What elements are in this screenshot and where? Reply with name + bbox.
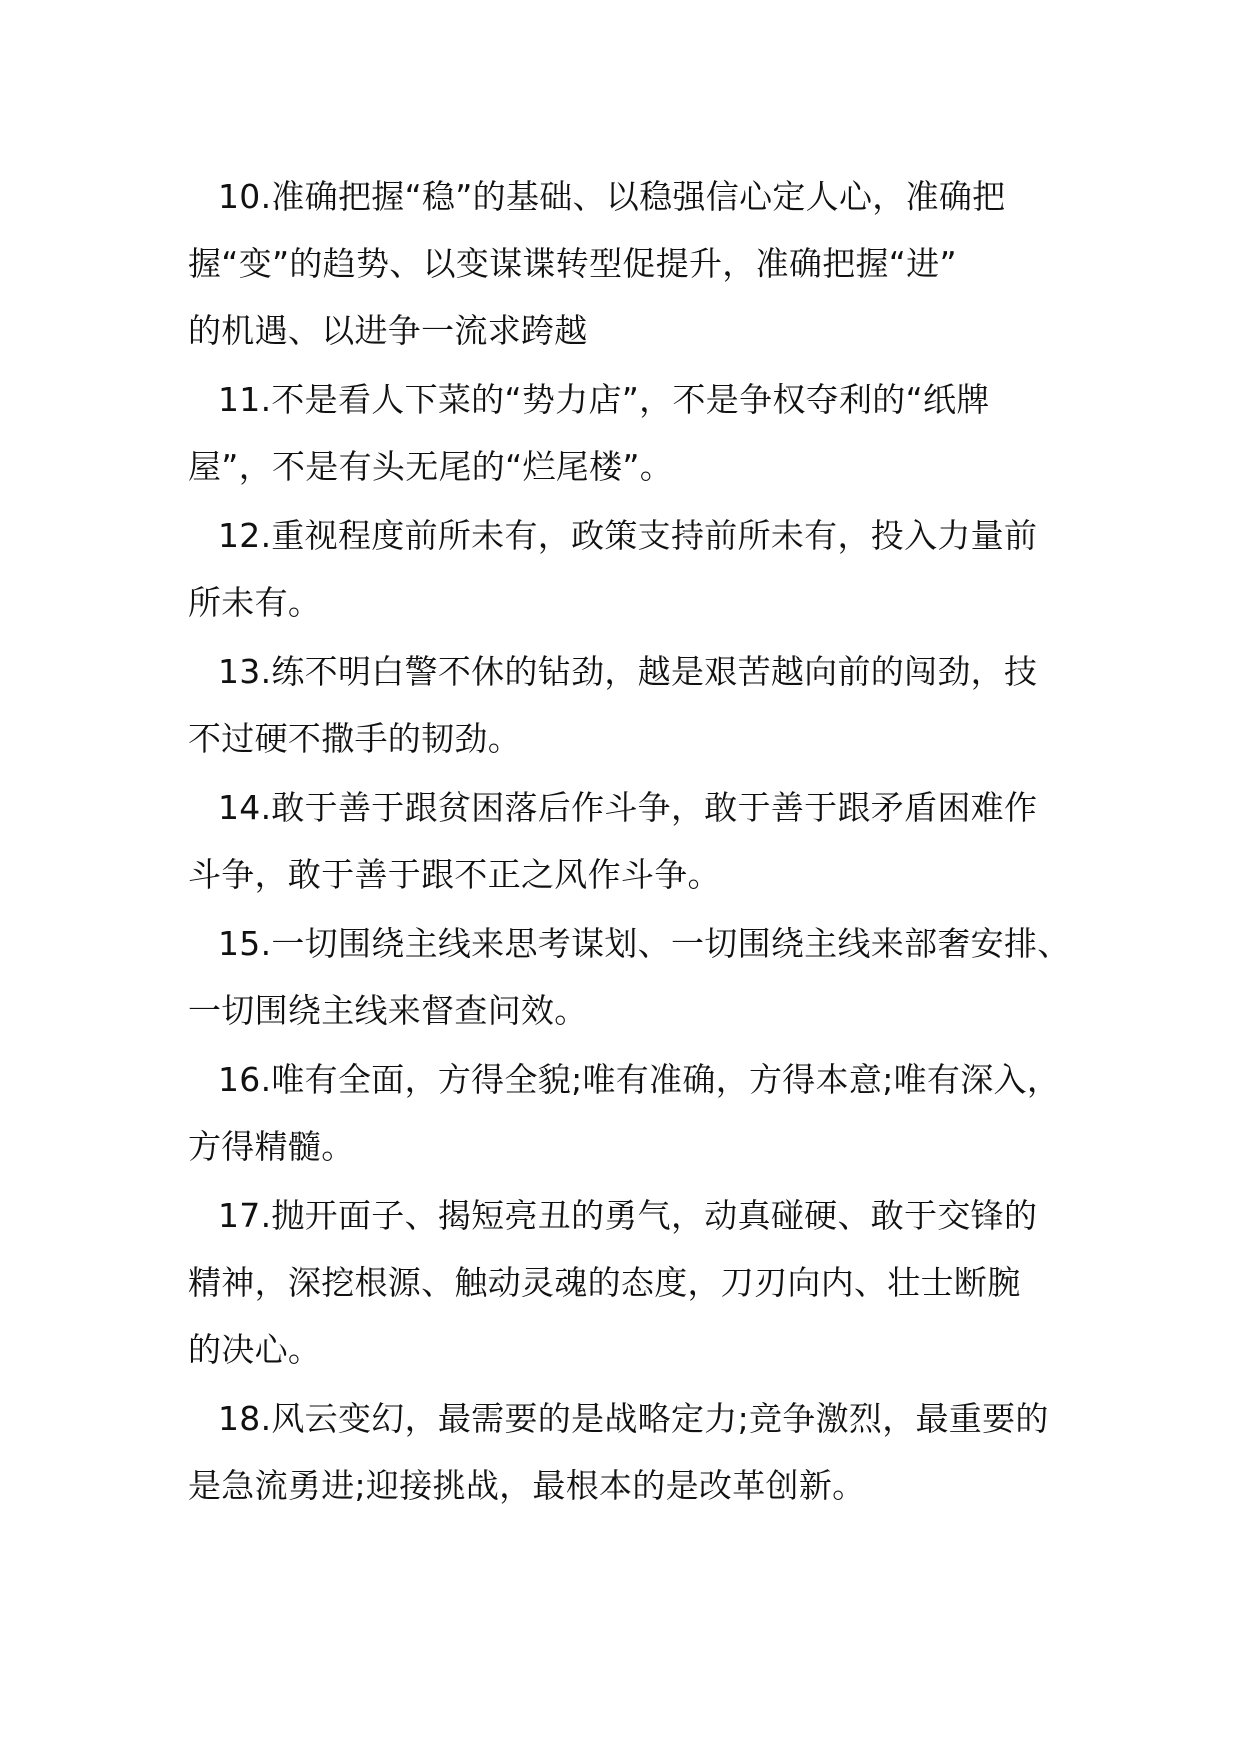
paragraph-line: 11.不是看人下菜的“势力店”，不是争权夺利的“纸牌: [218, 380, 990, 419]
paragraph-line: 18.风云变幻，最需要的是战略定力;竞争激烈，最重要的: [218, 1399, 1049, 1438]
paragraph-line: 13.练不明白警不休的钻劲，越是艰苦越向前的闯劲，技: [218, 652, 1038, 691]
paragraph-18: [188, 1385, 1058, 1519]
paragraph-12: [188, 502, 1058, 636]
paragraph-line: 是急流勇进;迎接挑战，最根本的是改革创新。: [188, 1466, 866, 1505]
paragraph-line: 17.抛开面子、揭短亮丑的勇气，动真碰硬、敢于交锋的: [218, 1196, 1038, 1235]
paragraph-11: [188, 366, 1058, 500]
paragraph-line: 10.准确把握“稳”的基础、以稳强信心定人心，准确把: [218, 177, 1006, 216]
paragraph-15: [188, 910, 1071, 1044]
paragraph-line: 12.重视程度前所未有，政策支持前所未有，投入力量前: [218, 516, 1038, 555]
paragraph-line: 16.唯有全面，方得全貌;唯有准确，方得本意;唯有深入，: [218, 1060, 1061, 1099]
paragraph-line: 15.一切围绕主线来思考谋划、一切围绕主线来部奢安排、: [218, 924, 1071, 963]
paragraph-line: 的机遇、以进争一流求跨越: [188, 311, 588, 350]
paragraph-line: 斗争，敢于善于跟不正之风作斗争。: [188, 855, 721, 894]
paragraph-line: 方得精髓。: [188, 1127, 355, 1166]
paragraph-line: 所未有。: [188, 583, 322, 622]
paragraph-line: 握“变”的趋势、以变谋谍转型促提升，准确把握“进”: [188, 244, 957, 283]
paragraph-line: 不过硬不撒手的韧劲。: [188, 719, 521, 758]
paragraph-13: [188, 638, 1058, 772]
paragraph-14: [188, 774, 1058, 908]
paragraph-line: 的决心。: [188, 1330, 322, 1369]
paragraph-line: 屋”，不是有头无尾的“烂尾楼”。: [188, 447, 674, 486]
paragraph-line: 14.敢于善于跟贫困落后作斗争，敢于善于跟矛盾困难作: [218, 788, 1038, 827]
document-page: [188, 163, 1071, 1521]
paragraph-line: 精神，深挖根源、触动灵魂的态度，刀刃向内、壮士断腕: [188, 1263, 1021, 1302]
paragraph-10: [188, 163, 1058, 364]
paragraph-16: [188, 1046, 1061, 1180]
paragraph-17: [188, 1182, 1058, 1383]
paragraph-line: 一切围绕主线来督查问效。: [188, 991, 588, 1030]
